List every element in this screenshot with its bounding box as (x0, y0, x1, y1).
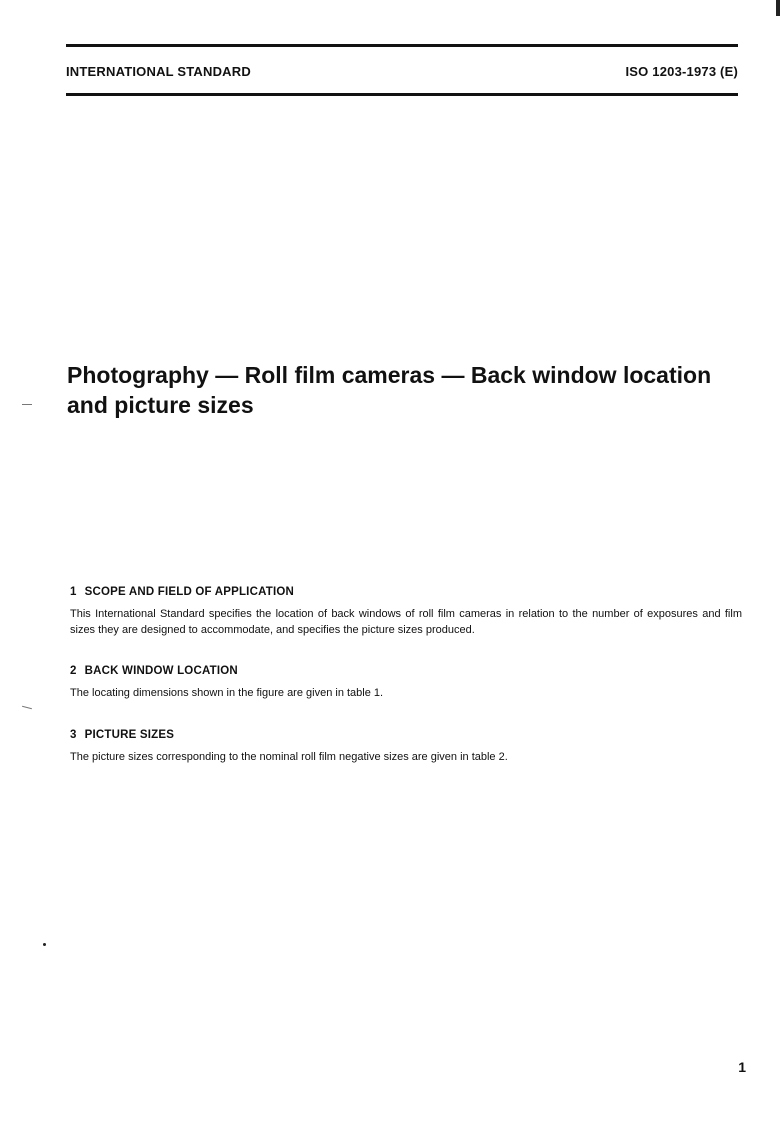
scan-artifact-corner (776, 0, 780, 16)
section-paragraph: The locating dimensions shown in the figure are given in table 1. (70, 687, 384, 699)
header-rule-bottom (66, 93, 738, 96)
section-heading (70, 729, 742, 741)
section-number: 1 (70, 586, 77, 598)
section-heading (70, 665, 742, 677)
section-heading (70, 586, 742, 598)
section-scope (70, 586, 742, 638)
section-title: BACK WINDOW LOCATION (84, 665, 238, 677)
section-paragraph: This International Standard specifies the location of back windows of roll film cameras in relation to the number of exposures and film sizes they are designed to accommodate, and specifies the picture sizes produced. (70, 608, 742, 636)
section-back-window-location (70, 665, 742, 701)
page-number: 1 (738, 1059, 746, 1075)
section-paragraph: The picture sizes corresponding to the nominal roll film negative sizes are given in table 2. (70, 751, 508, 763)
scan-artifact-tick (22, 404, 32, 405)
header-document-type: INTERNATIONAL STANDARD (66, 64, 251, 79)
section-number: 3 (70, 729, 77, 741)
section-title: PICTURE SIZES (84, 729, 175, 741)
header-document-number: ISO 1203-1973 (E) (625, 64, 738, 79)
section-number: 2 (70, 665, 77, 677)
header-rule-top (66, 44, 738, 47)
scan-artifact-dot (43, 943, 46, 946)
scan-artifact-tick (22, 706, 32, 710)
document-title: Photography — Roll film cameras — Back window location and picture sizes (67, 362, 712, 418)
section-picture-sizes (70, 729, 742, 765)
section-title: SCOPE AND FIELD OF APPLICATION (84, 586, 294, 598)
